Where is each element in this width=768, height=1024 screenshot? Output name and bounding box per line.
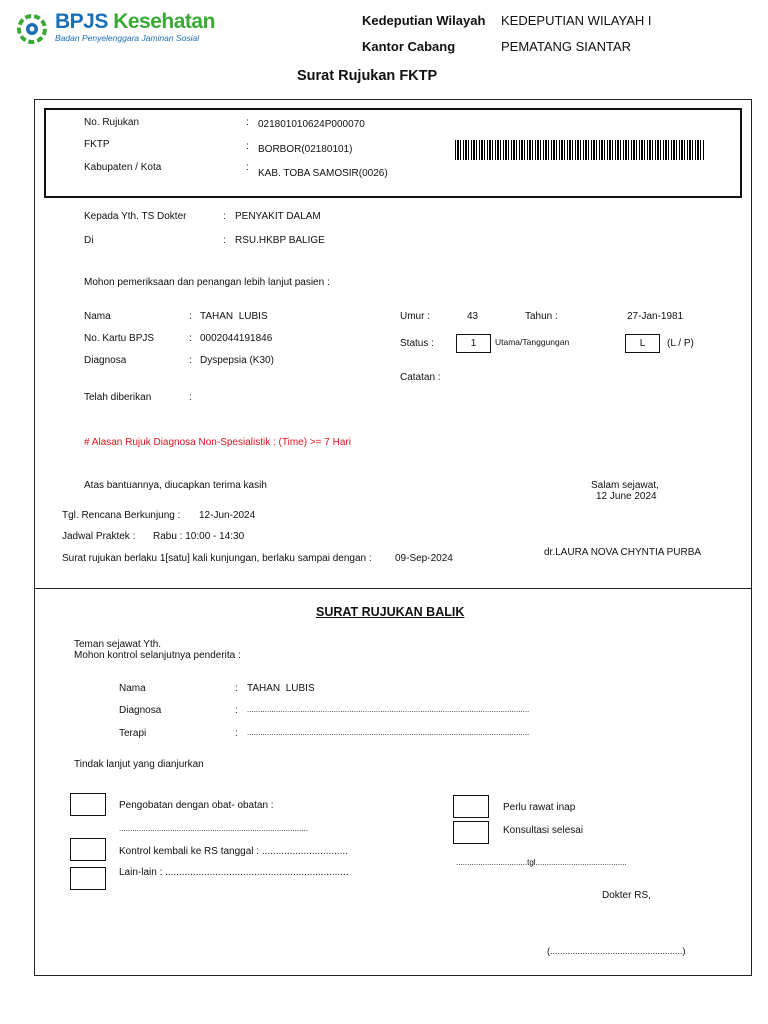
document-frame bbox=[34, 99, 752, 976]
colon: : bbox=[189, 392, 192, 403]
tahun-label: Tahun : bbox=[525, 311, 558, 322]
status-box: 1 bbox=[456, 334, 491, 353]
kartu-label: No. Kartu BPJS bbox=[84, 333, 155, 344]
colon: : bbox=[235, 683, 238, 694]
berlaku-text: Surat rujukan berlaku 1[satu] kali kunjungan, berlaku sampai dengan : bbox=[62, 553, 372, 564]
kedeputian-value: KEDEPUTIAN WILAYAH I bbox=[501, 13, 652, 28]
lain-checkbox[interactable] bbox=[70, 867, 106, 890]
kontrol-checkbox[interactable] bbox=[70, 838, 106, 861]
balik-greeting: Teman sejawat Yth. bbox=[74, 639, 162, 650]
kantor-label: Kantor Cabang bbox=[362, 39, 456, 54]
salam-date: 12 June 2024 bbox=[596, 491, 657, 502]
nama-label: Nama bbox=[84, 311, 111, 322]
konsultasi-checkbox[interactable] bbox=[453, 821, 489, 844]
gender-desc: (L / P) bbox=[667, 338, 694, 349]
no-rujukan-label: No. Rujukan bbox=[84, 117, 140, 128]
nama-value: TAHAN LUBIS bbox=[200, 311, 268, 322]
kabupaten-label: Kabupaten / Kota bbox=[84, 162, 162, 173]
no-rujukan-value: 021801010624P000070 bbox=[258, 119, 365, 130]
balik-terapi-label: Terapi bbox=[119, 728, 147, 739]
umur-label: Umur : bbox=[400, 311, 430, 322]
umur-value: 43 bbox=[467, 311, 479, 322]
fktp-label: FKTP bbox=[84, 139, 110, 150]
colon: : bbox=[235, 705, 238, 716]
kepada-label: Kepada Yth. TS Dokter bbox=[84, 211, 187, 222]
colon: : bbox=[189, 311, 192, 322]
thanks-text: Atas bantuannya, diucapkan terima kasih bbox=[84, 480, 267, 491]
balik-diagnosa-dots: ............................................................................................................................... bbox=[247, 705, 530, 714]
kantor-value: PEMATANG SIANTAR bbox=[501, 39, 632, 54]
doctor-name: dr.LAURA NOVA CHYNTIA PURBA bbox=[544, 547, 702, 558]
status-label: Status : bbox=[400, 338, 434, 349]
rencana-value: 12-Jun-2024 bbox=[199, 510, 256, 521]
diagnosa-value: Dyspepsia (K30) bbox=[200, 355, 274, 366]
fktp-value: BORBOR(02180101) bbox=[258, 144, 353, 155]
di-value: RSU.HKBP BALIGE bbox=[235, 235, 325, 246]
colon: : bbox=[246, 117, 249, 128]
balik-terapi-dots: ............................................................................................................................... bbox=[247, 728, 530, 737]
colon: : bbox=[246, 162, 249, 173]
sign-line: (.....................................................) bbox=[547, 946, 686, 956]
opt-rawat: Perlu rawat inap bbox=[503, 802, 576, 813]
jadwal-label: Jadwal Praktek : bbox=[62, 531, 136, 542]
status-desc: Utama/Tanggungan bbox=[495, 337, 570, 347]
balik-nama-value: TAHAN LUBIS bbox=[247, 683, 315, 694]
rencana-label: Tgl. Rencana Berkunjung : bbox=[62, 510, 181, 521]
opt-lain: Lain-lain : .................................................................. bbox=[119, 867, 349, 878]
colon: : bbox=[235, 728, 238, 739]
obat-dots: ..................................................................................... bbox=[119, 824, 308, 833]
logo-subtitle: Badan Penyelenggara Jaminan Sosial bbox=[55, 33, 200, 43]
kedeputian-label: Kedeputian Wilayah bbox=[362, 13, 486, 28]
kepada-value: PENYAKIT DALAM bbox=[235, 211, 321, 222]
request-text: Mohon pemeriksaan dan penangan lebih lanjut pasien : bbox=[84, 277, 330, 288]
gender-box: L bbox=[625, 334, 660, 353]
tahun-value: 27-Jan-1981 bbox=[627, 311, 684, 322]
colon: : bbox=[189, 333, 192, 344]
balik-diagnosa-label: Diagnosa bbox=[119, 705, 162, 716]
colon: : bbox=[223, 235, 226, 246]
opt-konsultasi: Konsultasi selesai bbox=[503, 825, 584, 836]
balik-request: Mohon kontrol selanjutnya penderita : bbox=[74, 650, 241, 661]
diagnosa-label: Diagnosa bbox=[84, 355, 127, 366]
berlaku-value: 09-Sep-2024 bbox=[395, 553, 453, 564]
balik-nama-label: Nama bbox=[119, 683, 146, 694]
obat-checkbox[interactable] bbox=[70, 793, 106, 816]
bpjs-logo-icon bbox=[16, 13, 48, 45]
rawat-checkbox[interactable] bbox=[453, 795, 489, 818]
colon: : bbox=[189, 355, 192, 366]
di-label: Di bbox=[84, 235, 94, 246]
page-title: Surat Rujukan FKTP bbox=[297, 68, 438, 84]
alasan-text: # Alasan Rujuk Diagnosa Non-Spesialistik : (Time) >= 7 Hari bbox=[84, 437, 351, 448]
section-divider bbox=[34, 588, 752, 589]
opt-kontrol: Kontrol kembali ke RS tanggal : ............................... bbox=[119, 846, 348, 857]
kartu-value: 0002044191846 bbox=[200, 333, 273, 344]
diberikan-label: Telah diberikan bbox=[84, 392, 152, 403]
kabupaten-value: KAB. TOBA SAMOSIR(0026) bbox=[258, 168, 388, 179]
colon: : bbox=[223, 211, 226, 222]
opt-obat: Pengobatan dengan obat- obatan : bbox=[119, 800, 274, 811]
jadwal-value: Rabu : 10:00 - 14:30 bbox=[153, 531, 245, 542]
tindak-label: Tindak lanjut yang dianjurkan bbox=[74, 759, 204, 770]
salam-text: Salam sejawat, bbox=[591, 480, 659, 491]
balik-title: SURAT RUJUKAN BALIK bbox=[316, 605, 465, 619]
barcode-icon bbox=[455, 140, 705, 160]
catatan-label: Catatan : bbox=[400, 372, 441, 383]
dokter-rs-label: Dokter RS, bbox=[602, 890, 651, 901]
colon: : bbox=[246, 141, 249, 152]
logo-brand: BPJS Kesehatan bbox=[55, 10, 215, 33]
tgl-line: ................................tgl......................................... bbox=[456, 858, 627, 867]
